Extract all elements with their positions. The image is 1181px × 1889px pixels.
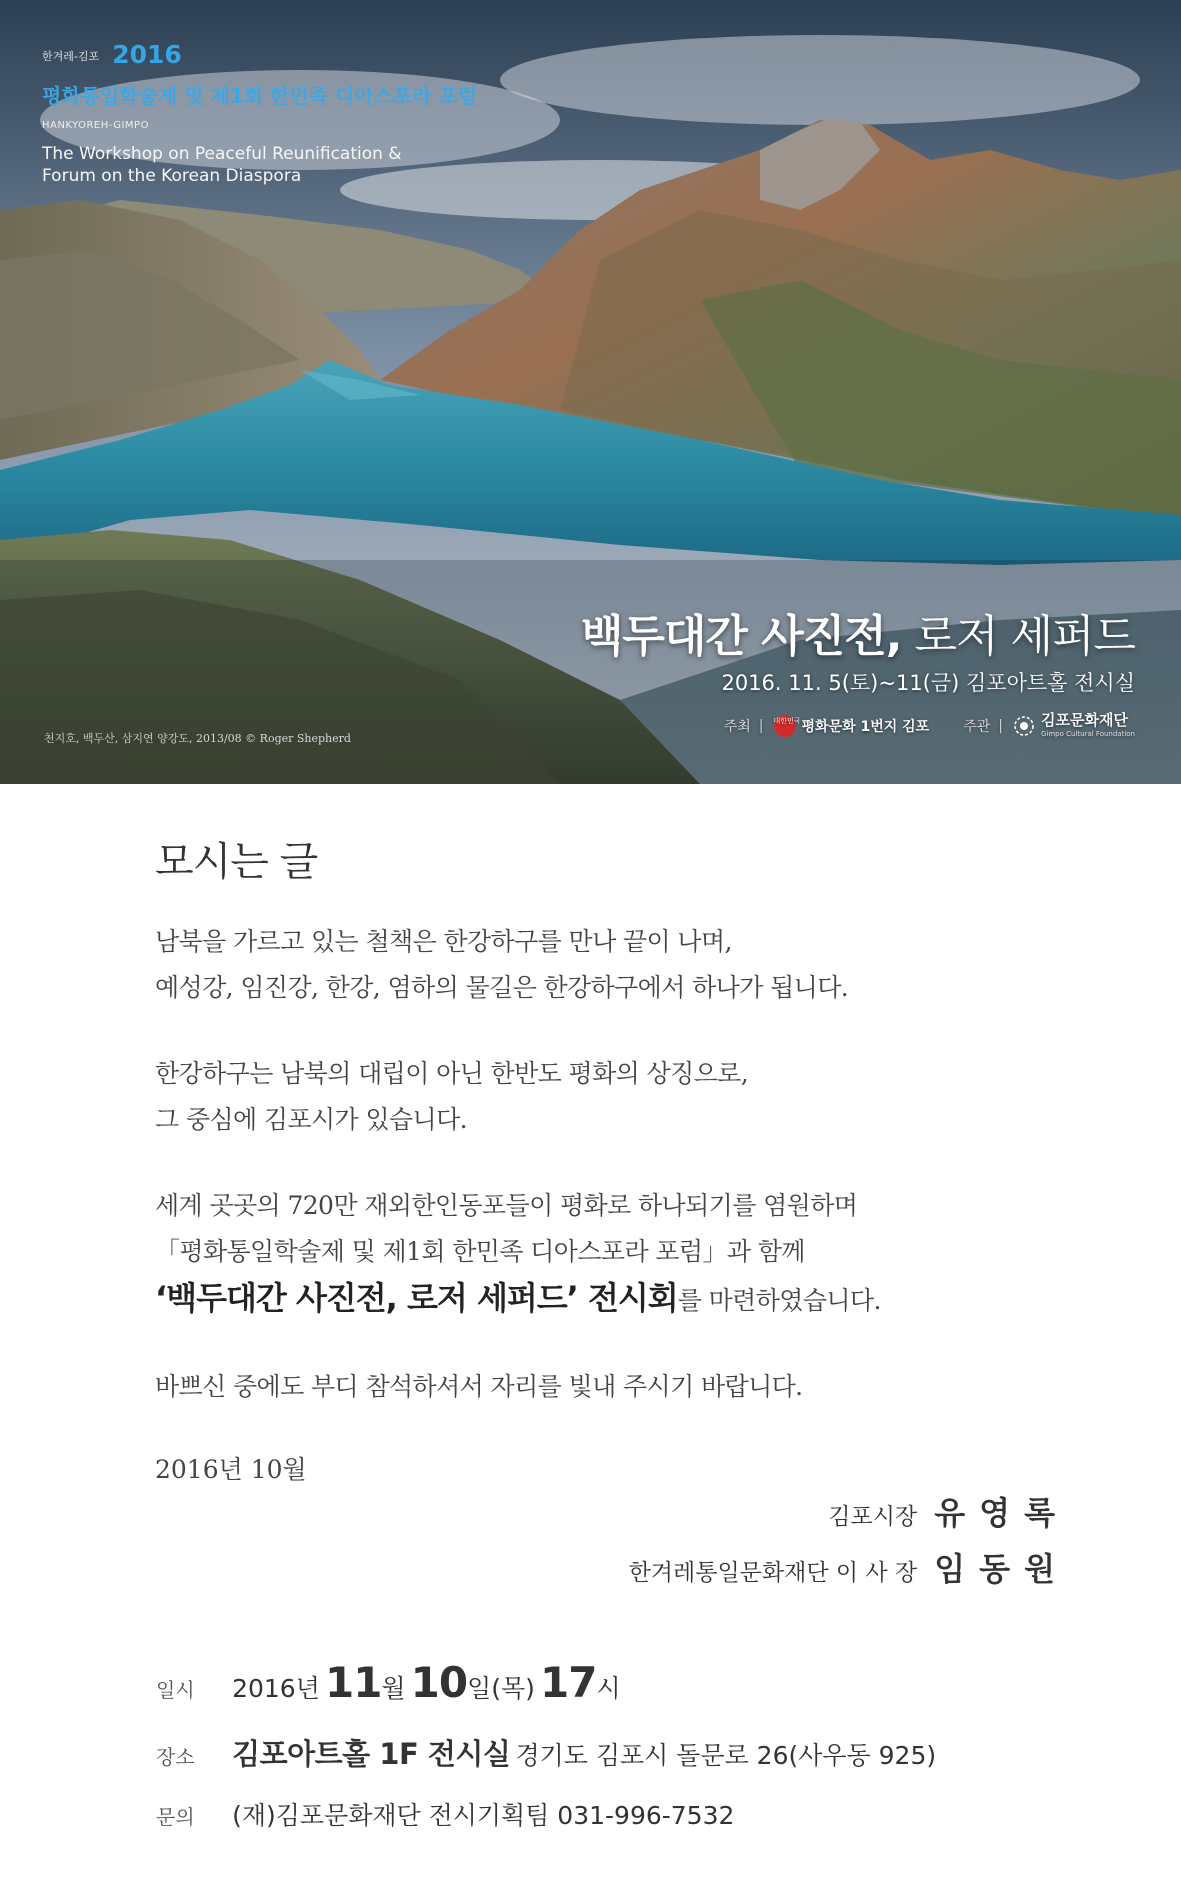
forum-year-line [42,40,182,69]
event-venue [156,1732,936,1773]
venue-name: 김포아트홀 1F 전시실 [232,1737,511,1771]
event-datetime [156,1658,621,1707]
signature-mayor [828,1488,1069,1534]
paragraph-line [155,1275,1055,1324]
paragraph-line: 세계 곳곳의 720만 재외한인동포들이 평화로 하나되기를 염원하며 [155,1191,858,1220]
organizer-label: 주관 [963,719,991,735]
paragraph-line: 예성강, 임진강, 한강, 염하의 물길은 한강하구에서 하나가 됩니다. [155,973,849,1002]
event-year: 2016년 [232,1674,320,1703]
host-small-en: HANKYOREH-GIMPO [42,120,149,131]
event-hour: 17 [540,1658,597,1707]
organizer-name-en: Gimpo Cultural Foundation [1040,730,1135,738]
paragraph-line: 남북을 가르고 있는 철책은 한강하구를 만나 끝이 나며, [155,927,732,956]
exhibition-title-normal: 로저 세퍼드 [914,611,1135,662]
forum-title-en [42,143,402,187]
signature-chairman [628,1544,1069,1590]
contact-label: 문의 [156,1805,195,1829]
signature-name: 임동원 [934,1550,1069,1588]
photo-credit: 천지호, 백두산, 삼지연 양강도, 2013/08 © Roger Shepherd [44,732,351,745]
organizer-name: 김포문화재단 [1040,711,1128,729]
paragraph-3 [155,1183,1055,1324]
signature-name: 유영록 [934,1494,1069,1532]
host-label: 주최 [723,719,751,735]
event-day: 10 [410,1658,468,1707]
datetime-label: 일시 [156,1678,195,1702]
paragraph-line-rest: 를 마련하였습니다. [677,1286,881,1315]
host-name: 평화문화 1번지 김포 [801,719,930,735]
paragraph-2 [155,1051,1055,1143]
invitation-heading: 모시는 글 [155,839,318,885]
forum-year: 2016 [112,40,182,69]
event-month-unit: 월 [381,1674,406,1703]
separator: | [998,718,1003,734]
paragraph-4 [155,1364,1055,1410]
event-contact [156,1796,734,1832]
exhibition-name-emphasis: ‘백두대간 사진전, 로저 세퍼드’ 전시회 [155,1279,678,1317]
contact-value: (재)김포문화재단 전시기획팀 031-996-7532 [232,1801,735,1830]
forum-title-en-line2: Forum on the Korean Diaspora [42,166,302,186]
korea-seal-icon: 대한민국 [774,715,796,737]
invitation-body [155,830,1055,1486]
paragraph-line: 그 중심에 김포시가 있습니다. [155,1105,467,1134]
paragraph-line: 바쁘신 중에도 부디 참석하셔서 자리를 빛내 주시기 바랍니다. [155,1372,803,1401]
event-day-unit: 일(목) [467,1674,535,1703]
signature-role: 한겨레통일문화재단 이 사 장 [628,1560,918,1586]
organizer-name-block [1041,712,1135,740]
forum-title-ko: 평화통일학술제 및 제1회 한민족 디아스포라 포럼 [42,84,478,108]
exhibition-title [581,600,1135,664]
signature-role: 김포시장 [828,1504,918,1530]
exhibition-date-venue: 2016. 11. 5(토)~11(금) 김포아트홀 전시실 [721,671,1135,695]
separator: | [758,718,764,734]
exhibition-title-bold: 백두대간 사진전, [580,611,902,662]
paragraph-line: 「평화통일학술제 및 제1회 한민족 디아스포라 포럼」과 함께 [155,1237,805,1266]
photo-banner [0,0,1181,784]
host-small-label: 한겨레-김포 [42,50,100,63]
letter-date: 2016년 10월 [155,1455,307,1484]
paragraph-line: 한강하구는 남북의 대립이 아닌 한반도 평화의 상징으로, [155,1059,749,1088]
venue-label: 장소 [156,1745,195,1769]
venue-address: 경기도 김포시 돌문로 26(사우동 925) [515,1741,937,1770]
event-hour-unit: 시 [596,1674,621,1703]
event-month: 11 [324,1658,382,1707]
forum-title-en-line1: The Workshop on Peaceful Reunification & [42,144,402,164]
organizers-row [724,712,1135,740]
paragraph-1 [155,919,1055,1011]
foundation-logo-icon [1013,715,1035,737]
